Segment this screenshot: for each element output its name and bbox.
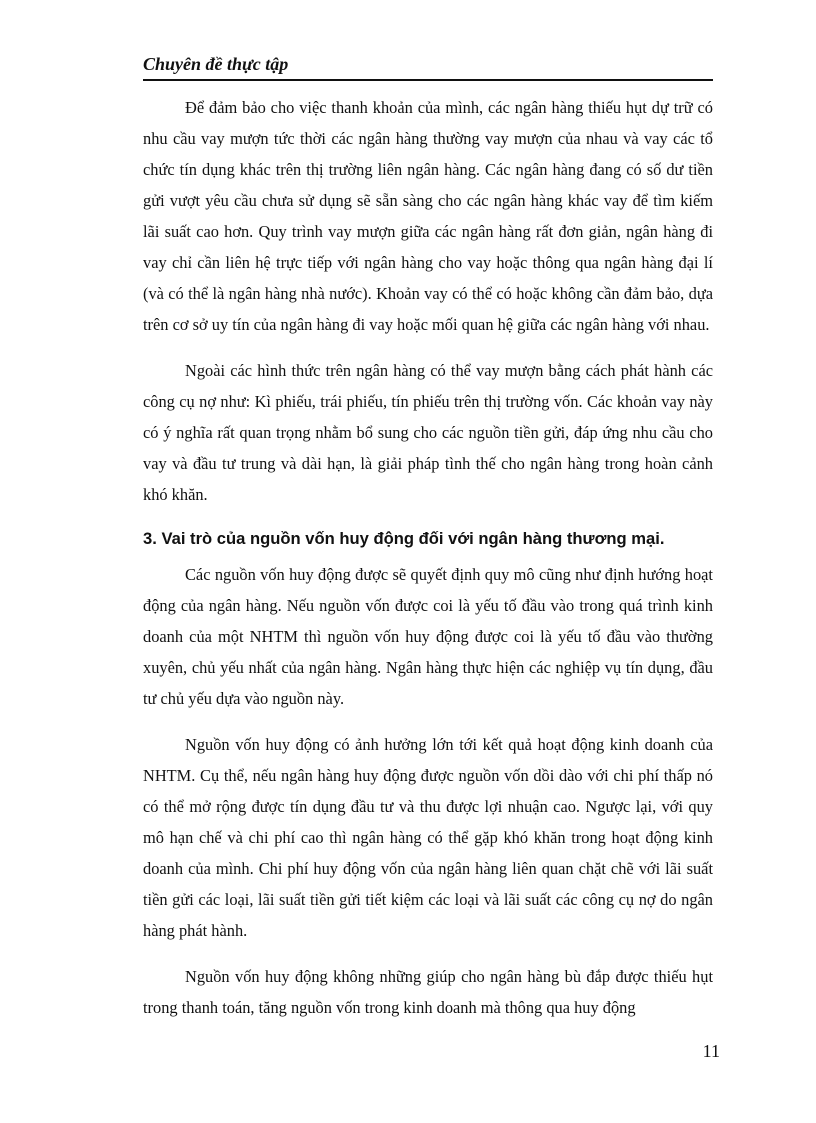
paragraph-payment-shortfall: Nguồn vốn huy động không những giúp cho ngân hàng bù đắp được thiếu hụt trong thanh toán, tăng nguồn vốn trong kinh doanh mà thông qua huy động [143,967,713,1017]
header-title: Chuyên đề thực tập [143,54,289,74]
paragraph-interbank-liquidity: Để đảm bảo cho việc thanh khoản của mình, các ngân hàng thiếu hụt dự trữ có nhu cầu vay mượn tức thời các ngân hàng thường vay mượn của nhau và vay các tổ chức tín dụng khác trên thị trường liên ngân hàng. Các ngân hàng đang có số dư tiền gửi vượt yêu cầu chưa sử dụng sẽ sẵn sàng cho các ngân hàng khác vay để tìm kiếm lãi suất cao hơn. Quy trình vay mượn giữa các ngân hàng rất đơn giản, ngân hàng đi vay chỉ cần liên hệ trực tiếp với ngân hàng cho vay hoặc thông qua ngân hàng đại lí (và có thể là ngân hàng nhà nước). Khoản vay có thể có hoặc không cần đảm bảo, dựa trên cơ sở uy tín của ngân hàng đi vay hoặc mối quan hệ giữa các ngân hàng với nhau. [143,98,713,334]
page-number: 11 [702,1041,720,1061]
paragraph-scale-orientation: Các nguồn vốn huy động được sẽ quyết định quy mô cũng như định hướng hoạt động của ngân hàng. Nếu nguồn vốn được coi là yếu tố đầu vào trong quá trình kinh doanh của một NHTM thì nguồn vốn huy động được coi là yếu tố đầu vào thường xuyên, chủ yếu nhất của ngân hàng. Ngân hàng thực hiện các nghiệp vụ tín dụng, đầu tư chủ yếu dựa vào nguồn này. [143,565,713,708]
paragraph-debt-instruments: Ngoài các hình thức trên ngân hàng có thể vay mượn bằng cách phát hành các công cụ nợ như: Kì phiếu, trái phiếu, tín phiếu trên thị trường vốn. Các khoản vay này có ý nghĩa rất quan trọng nhằm bổ sung cho các nguồn tiền gửi, đáp ứng nhu cầu cho vay và đầu tư trung và dài hạn, là giải pháp tình thế cho ngân hàng trong hoàn cảnh khó khăn. [143,361,713,504]
document-body [143,92,713,1038]
section-heading: 3. Vai trò của nguồn vốn huy động đối với ngân hàng thương mại. [143,529,665,548]
paragraph-business-results: Nguồn vốn huy động có ảnh hưởng lớn tới kết quả hoạt động kinh doanh của NHTM. Cụ thể, nếu ngân hàng huy động được nguồn vốn dồi dào với chi phí thấp nó có thể mở rộng được tín dụng đầu tư và thu được lợi nhuận cao. Ngược lại, với quy mô hạn chế và chi phí cao thì ngân hàng có thể gặp khó khăn trong hoạt động kinh doanh của mình. Chi phí huy động vốn của ngân hàng liên quan chặt chẽ với lãi suất tiền gửi các loại, lãi suất tiền gửi tiết kiệm các loại và lãi suất các công cụ nợ do ngân hàng phát hành. [143,735,713,940]
header-rule [143,79,713,81]
page-header [143,54,713,81]
